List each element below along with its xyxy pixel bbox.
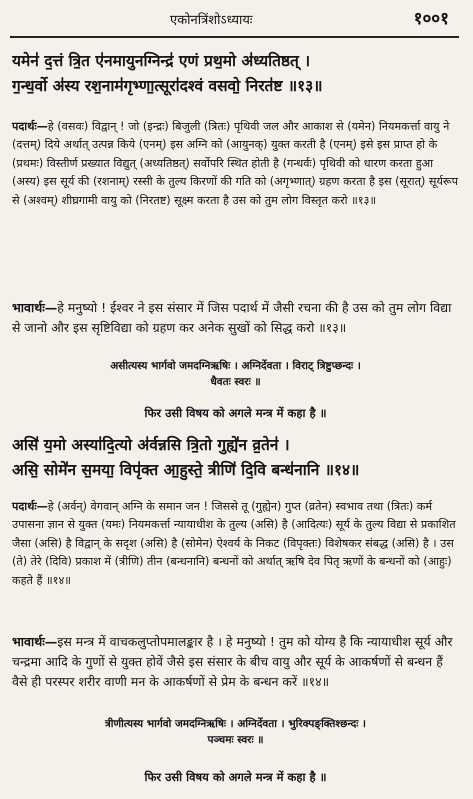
mantra-line: असि॒ सोमे॑न स॒मया॒ विपृ॑क्त आ॒हुस्ते॒ त्रीणि॑ दि॒वि बन्ध॑नानि ॥१४॥: [12, 460, 360, 479]
padartha-14: [12, 498, 459, 590]
bhavartha-text: हे मनुष्यो ! ईश्वर ने इस संसार में जिस पदार्थ में जैसी रचना की है उस को तुम लोग विद्या से जानो और इस सृष्टिविद्या को ग्रहण कर अनेक सुखों को सिद्ध करो ॥१३॥: [12, 300, 452, 335]
chapter-title: एकोनत्रिंशोऽध्यायः: [170, 13, 253, 28]
intro-line-1: फिर उसी विषय को अगले मन्त्र में कहा है ॥: [144, 406, 327, 420]
bhavartha-text: इस मन्त्र में वाचकलुप्तोपमालङ्कार है । हे मनुष्यो ! तुम को योग्य है कि न्यायाधीश सूर्य और चन्द्रमा आदि के गुणों से युक्त होवें जैसे इस संसार के बीच वायु और सूर्य के आकर्षणों से बन्धन हैं वैसे ही परस्पर शरीर वाणी मन के आकर्षणों से प्रेम के बन्धन करें ॥१४॥: [12, 634, 453, 689]
header-rule: [10, 36, 459, 38]
padartha-label: पदार्थः—: [12, 120, 48, 133]
mantra-13: [12, 48, 459, 98]
padartha-text: हे (अर्वन्) वेगवान् अग्नि के समान जन ! जिससे तू (गुह्येन) गुप्त (व्रतेन) स्वभाव तथा (त्रितः) कर्म उपासना ज्ञान से युक्त (यमः) नियमकर्त्ता न्यायाधीश के तुल्य (असि) है (आदित्यः) सूर्य के तुल्य विद्या से प्रकाशित जैसा (असि) है विद्वान् के सदृश (असि) है (सोमेन) ऐश्वर्य के निकट (विपृक्तः) विशेषकर संबद्ध (असि) है । उस (ते) तेरे (दिवि) प्रकाश में (त्रीणि) तीन (बन्धनानि) बन्धनों को अर्थात् ऋषि देव पितृ ऋणों के बन्धनों को (आहुः) कहते हैं ॥१४॥: [12, 500, 456, 587]
svara-line: पञ्चमः स्वरः ॥: [207, 734, 264, 746]
padartha-13: [12, 118, 459, 210]
rishi-devata-13: [12, 358, 459, 390]
padartha-text: हे (वसवः) विद्वान् ! जो (इन्द्रः) बिजुली (त्रितः) पृथिवी जल और आकाश से (यमेन) नियमकर्त्ता वायु ने (दत्तम्) दिये अर्थात् उत्पन्न किये (एनम्) इस अग्नि को (आयुनक्) युक्त करती है (एनम्) इसे इस प्राप्त हो के (प्रथमः) विस्तीर्ण प्रख्यात विद्युत् (अध्यतिष्ठत्) सर्वोपरि स्थित होती है (गन्धर्वः) पृथिवी को धारण करता हुआ (अस्य) इस सूर्य की (रशनाम्) रस्सी के तुल्य किरणों की गति को (अगृभ्णात्) ग्रहण करता है इस (सूरात्) सूर्यरूप से (अश्वम्) शीघ्रगामी वायु को (निरतष्ट) सूक्ष्म करता है उस को तुम लोग विस्तृत करो ॥१३॥: [12, 120, 458, 207]
intro-line-2: फिर उसी विषय को अगले मन्त्र में कहा है ॥: [144, 770, 327, 784]
page-header: [0, 4, 473, 38]
page-number: १००१: [413, 9, 449, 29]
mantra-14: [12, 432, 459, 482]
bhavartha-label: भावार्थः—: [12, 300, 58, 315]
mantra-line: यमेन॑ द॒त्तं त्रि॒त ए॑नमायुनग्निन्द्र॑ एणं प्रथ॒मो अ॑ध्यतिष्ठत् ।: [12, 51, 311, 70]
bhavartha-14: [12, 632, 459, 692]
bhavartha-label: भावार्थः—: [12, 634, 58, 649]
svara-line: धैवतः स्वरः ॥: [210, 376, 261, 388]
mantra-line: ग॒न्ध॒र्वो अ॑स्य रश॒नाम॑गृभ्णा॒त्सूरा॑दश्वं वसवो॒ निरत॑ष्ट ॥१३॥: [12, 76, 323, 95]
meta-line: असीत्यस्य भार्गवो जमदग्निऋषिः । अग्निर्देवता । विराट् त्रिष्टुप्छन्दः ।: [110, 360, 361, 372]
mantra-line: असि॑ य॒मो अस्या॑दि॒त्यो अ॑र्वन्नसि त्रि॒तो गुह्ये॑न व्र॒तेन॑ ।: [12, 435, 290, 454]
meta-line: त्रीणीत्यस्य भार्गवो जमदग्निऋषिः । अग्निर्देवता । भुरिक्पङ्क्तिश्छन्दः ।: [105, 718, 366, 730]
bhavartha-13: [12, 298, 459, 338]
rishi-devata-14: [12, 716, 459, 748]
padartha-label: पदार्थः—: [12, 500, 48, 513]
